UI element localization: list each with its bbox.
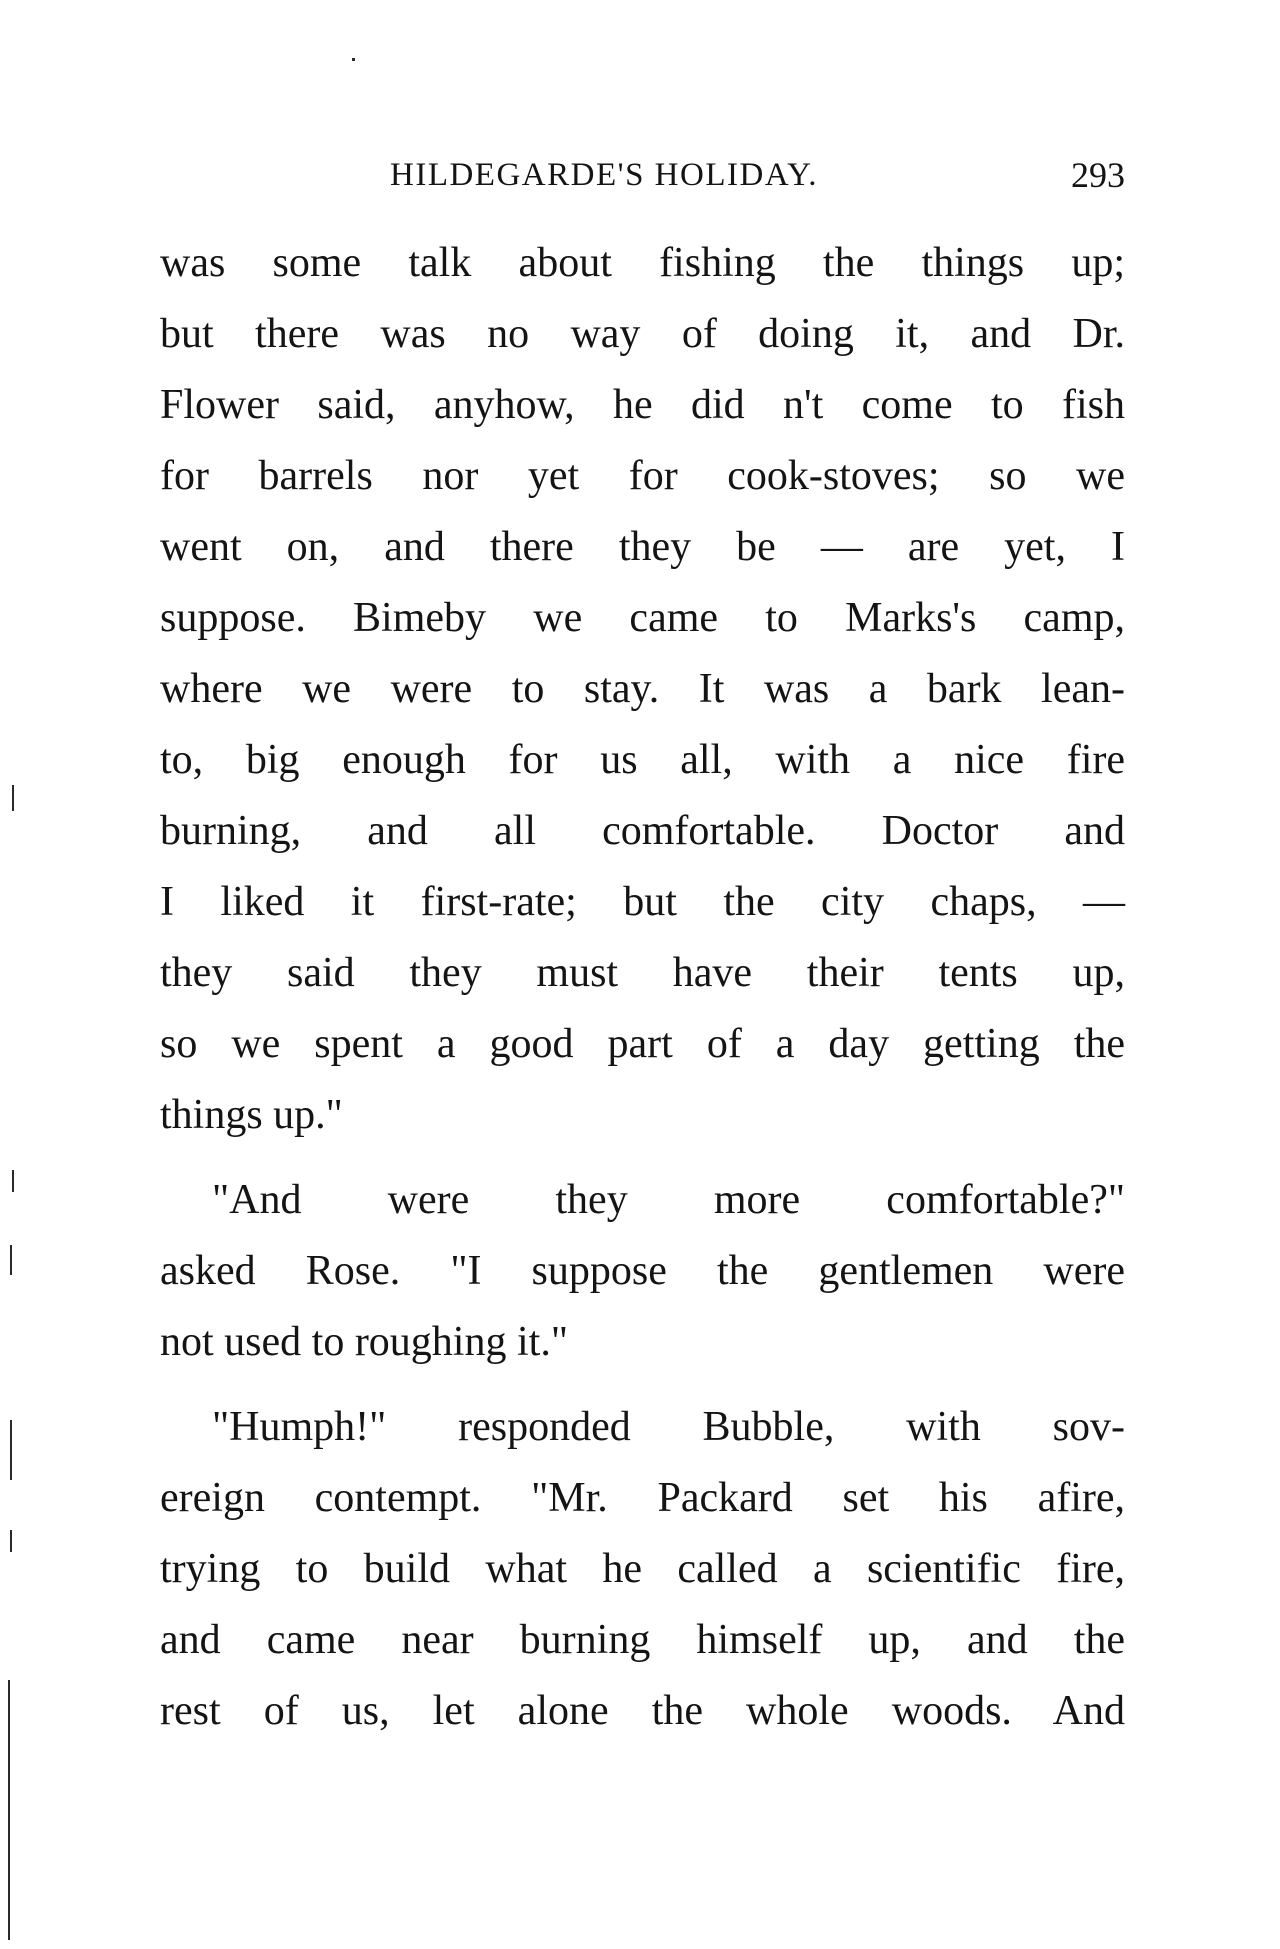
text-line: for barrels nor yet for cook-stoves; so we	[160, 453, 1125, 499]
text-line: not used to roughing it."	[160, 1319, 568, 1365]
text-line: so we spent a good part of a day getting the	[160, 1021, 1125, 1067]
page-number: 293	[1071, 155, 1125, 195]
text-line: suppose. Bimeby we came to Marks's camp,	[160, 595, 1125, 641]
text-line: Flower said, anyhow, he did n't come to fish	[160, 382, 1125, 428]
paragraph	[160, 1165, 1125, 1378]
text-line: they said they must have their tents up,	[160, 950, 1125, 996]
margin-speck	[10, 1245, 12, 1275]
margin-speck	[12, 785, 14, 811]
text-line: went on, and there they be — are yet, I	[160, 524, 1125, 570]
paragraph-gap	[160, 1151, 1125, 1165]
text-line: where we were to stay. It was a bark lean-	[160, 666, 1125, 712]
text-line: ereign contempt. "Mr. Packard set his afire,	[160, 1475, 1125, 1521]
paragraph	[160, 1392, 1125, 1747]
text-line: was some talk about fishing the things up;	[160, 240, 1125, 286]
body-text	[160, 228, 1125, 1747]
paragraph	[160, 228, 1125, 1151]
text-line: "Humph!" responded Bubble, with sov-	[212, 1404, 1125, 1450]
text-line: and came near burning himself up, and the	[160, 1617, 1125, 1663]
text-line: but there was no way of doing it, and Dr.	[160, 311, 1125, 357]
margin-speck	[10, 1530, 12, 1552]
margin-speck	[8, 1680, 10, 1940]
margin-speck	[10, 1420, 12, 1480]
paragraph-gap	[160, 1378, 1125, 1392]
text-line: asked Rose. "I suppose the gentlemen were	[160, 1248, 1125, 1294]
text-line: "And were they more comfortable?"	[212, 1177, 1125, 1223]
margin-speck	[12, 1170, 14, 1192]
running-title: HILDEGARDE'S HOLIDAY.	[390, 157, 818, 193]
page-header	[160, 150, 1125, 200]
text-line: trying to build what he called a scientific fire,	[160, 1546, 1125, 1592]
text-line: rest of us, let alone the whole woods. And	[160, 1688, 1125, 1734]
text-line: things up."	[160, 1092, 343, 1138]
text-line: to, big enough for us all, with a nice fire	[160, 737, 1125, 783]
margin-speck	[352, 58, 355, 61]
text-line: burning, and all comfortable. Doctor and	[160, 808, 1125, 854]
text-line: I liked it first-rate; but the city chaps, —	[160, 879, 1125, 925]
